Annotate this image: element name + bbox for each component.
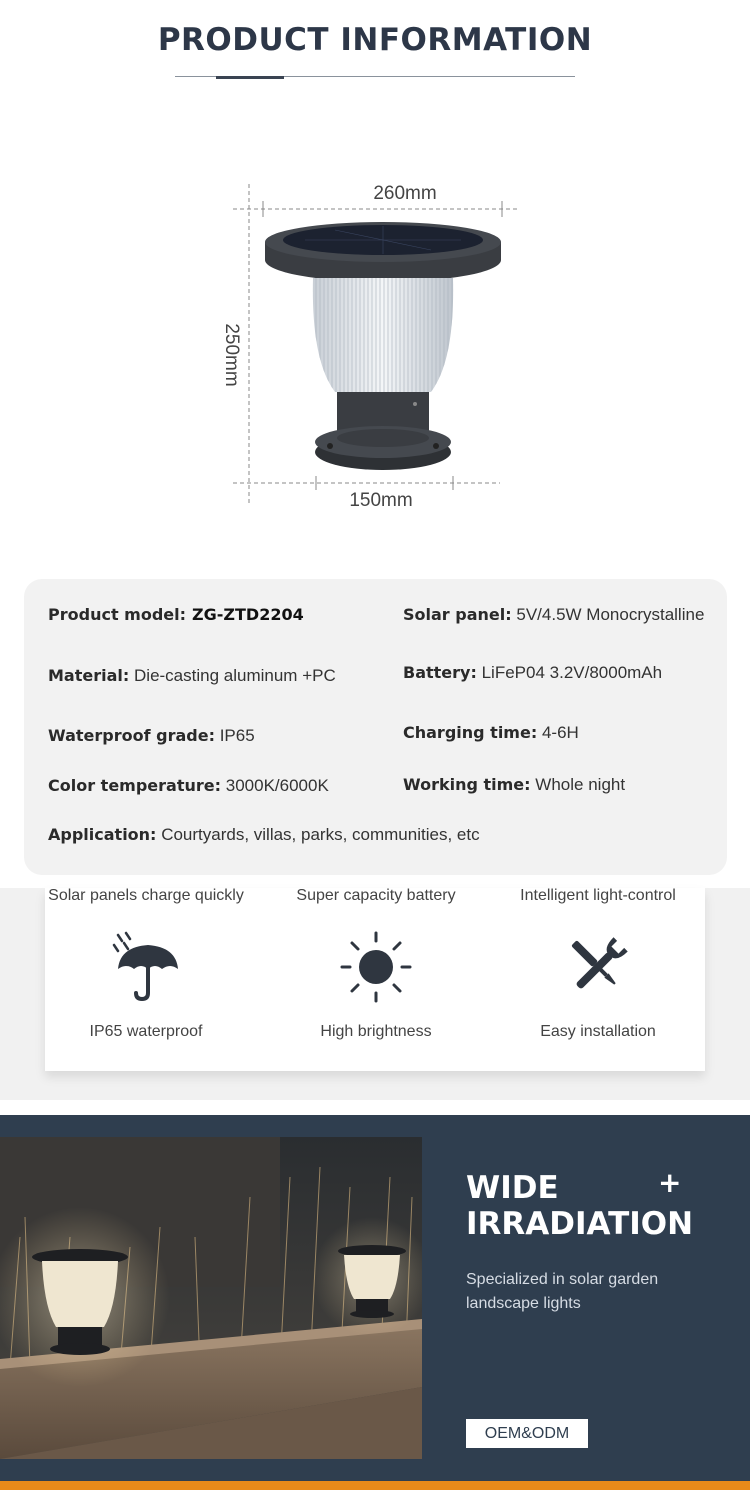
feature-installation-caption: Intelligent light-control bbox=[520, 887, 676, 904]
spec-waterproof-key: Waterproof grade: bbox=[48, 726, 215, 745]
feature-brightness-label: High brightness bbox=[320, 1023, 432, 1040]
spec-battery-key: Battery: bbox=[403, 663, 477, 682]
orange-accent-strip bbox=[0, 1481, 750, 1490]
oem-odm-badge: OEM&ODM bbox=[466, 1419, 588, 1448]
title-accent-bar bbox=[216, 76, 284, 79]
spec-battery-value: LiFeP04 3.2V/8000mAh bbox=[481, 663, 663, 682]
spec-working-time bbox=[403, 775, 625, 795]
product-dimension-drawing bbox=[215, 170, 535, 520]
spec-working-time-key: Working time: bbox=[403, 775, 531, 794]
spec-working-time-value: Whole night bbox=[535, 775, 626, 794]
feature-waterproof bbox=[46, 885, 246, 1041]
spec-application bbox=[48, 825, 480, 845]
spec-material-value: Die-casting aluminum +PC bbox=[134, 666, 336, 685]
spec-model bbox=[48, 605, 304, 625]
spec-charging-time bbox=[403, 723, 579, 743]
sun-icon bbox=[276, 929, 476, 1005]
spec-model-key: Product model: bbox=[48, 605, 187, 624]
spec-color-temperature-key: Color temperature: bbox=[48, 776, 222, 795]
spec-model-value: ZG-ZTD2204 bbox=[192, 605, 304, 624]
plus-icon: + bbox=[658, 1166, 682, 1199]
spec-waterproof-value: IP65 bbox=[219, 726, 255, 745]
spec-solar-panel-value: 5V/4.5W Monocrystalline bbox=[516, 605, 705, 624]
spec-color-temperature bbox=[48, 776, 329, 796]
spec-charging-time-key: Charging time: bbox=[403, 723, 538, 742]
garden-lights-photo bbox=[0, 1137, 422, 1459]
spec-application-value: Courtyards, villas, parks, communities, etc bbox=[161, 825, 480, 844]
spec-material-key: Material: bbox=[48, 666, 130, 685]
width-dimension-label: 260mm bbox=[373, 183, 437, 204]
banner-title-line2: IRRADIATION bbox=[466, 1206, 694, 1242]
spec-charging-time-value: 4-6H bbox=[541, 723, 579, 742]
spec-solar-panel-key: Solar panel: bbox=[403, 605, 512, 624]
spec-material bbox=[48, 666, 336, 686]
feature-waterproof-label: IP65 waterproof bbox=[89, 1023, 203, 1040]
umbrella-rain-icon bbox=[46, 929, 246, 1005]
spec-color-temperature-value: 3000K/6000K bbox=[225, 776, 329, 795]
banner-subtitle: Specialized in solar garden landscape lights bbox=[466, 1271, 659, 1312]
feature-installation bbox=[498, 885, 698, 1041]
product-illustration bbox=[215, 170, 535, 520]
feature-brightness-caption: Super capacity battery bbox=[296, 887, 456, 904]
tools-icon bbox=[498, 929, 698, 1005]
page-title: PRODUCT INFORMATION bbox=[157, 22, 593, 58]
base-dimension-label: 150mm bbox=[349, 490, 413, 511]
feature-brightness bbox=[276, 885, 476, 1041]
spec-waterproof bbox=[48, 726, 255, 746]
spec-application-key: Application: bbox=[48, 825, 157, 844]
banner-title-line1: WIDE bbox=[466, 1170, 559, 1206]
feature-installation-label: Easy installation bbox=[540, 1023, 656, 1040]
feature-waterproof-caption: Solar panels charge quickly bbox=[48, 887, 244, 904]
spec-battery bbox=[403, 663, 662, 683]
spec-solar-panel bbox=[403, 605, 704, 625]
height-dimension-label: 250mm bbox=[221, 323, 242, 387]
